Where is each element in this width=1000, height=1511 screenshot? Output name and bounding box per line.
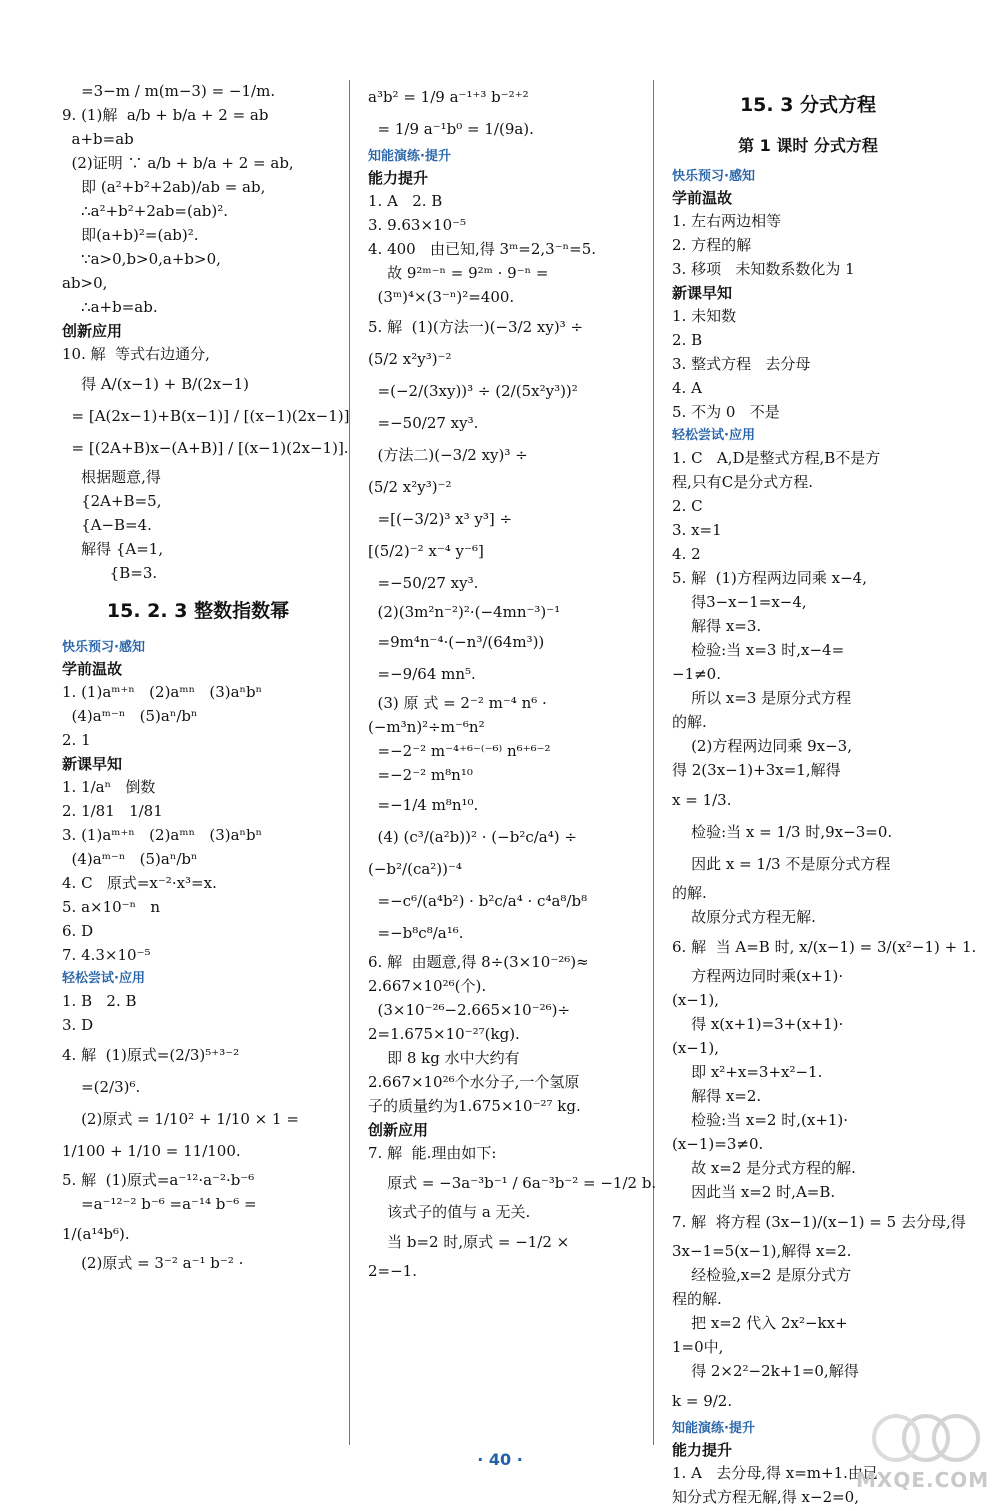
answer-line: 解得 {A=1, <box>62 540 164 558</box>
watermark-text: MXQE.COM <box>856 1468 990 1492</box>
math-line: = [A(2x−1)+B(x−1)] / [(x−1)(2x−1)] <box>62 407 350 425</box>
math-line: =−9/64 mn⁵. <box>368 665 476 683</box>
math-line: 因此 x = 1/3 不是原分式方程 <box>672 855 891 873</box>
math-line: 5. 解 (1)(方法一)(−3/2 xy)³ ÷ <box>368 318 584 336</box>
answer-line: 故 x=2 是分式方程的解. <box>672 1159 856 1177</box>
answer-line: (2)方程两边同乘 9x−3, <box>672 737 852 755</box>
answer-line: (2)证明 ∵ a/b + b/a + 2 = ab, <box>62 154 294 172</box>
answer-line: ab>0, <box>62 274 108 292</box>
math-line: k = 9/2. <box>672 1392 733 1410</box>
math-line: 当 b=2 时,原式 = −1/2 × <box>368 1233 570 1251</box>
answer-line: 检验:当 x=2 时,(x+1)· <box>672 1111 849 1129</box>
answer-line: 9. (1)解 a/b + b/a + 2 = ab <box>62 106 269 124</box>
answer-line: 子的质量约为1.675×10⁻²⁷ kg. <box>368 1097 581 1115</box>
answer-line: 4. 2 <box>672 545 701 563</box>
answer-line: 3. 整式方程 去分母 <box>672 355 811 373</box>
answer-line: (4)aᵐ⁻ⁿ (5)aⁿ/bⁿ <box>62 707 198 725</box>
math-line: (−b²/(ca²))⁻⁴ <box>368 860 462 878</box>
math-line: = [(2A+B)x−(A+B)] / [(x−1)(2x−1)]. <box>62 439 349 457</box>
subsection-heading: 能力提升 <box>368 169 429 187</box>
answer-line: 2=−1. <box>368 1262 417 1280</box>
math-line: =(2/3)⁶. <box>62 1078 141 1096</box>
math-line: (2)原式 = 1/10² + 1/10 × 1 = <box>62 1110 299 1128</box>
answer-line: 7. 4.3×10⁻⁵ <box>62 946 151 964</box>
answer-line: (x−1), <box>672 1039 720 1057</box>
math-line: =(−2/(3xy))³ ÷ (2/(5x²y³))² <box>368 382 578 400</box>
math-line: a³b² = 1/9 a⁻¹⁺³ b⁻²⁺² <box>368 88 529 106</box>
answer-line: 1. (1)aᵐ⁺ⁿ (2)aᵐⁿ (3)aⁿbⁿ <box>62 683 263 701</box>
answer-line: 所以 x=3 是原分式方程 <box>672 689 852 707</box>
subsection-heading: 能力提升 <box>672 1441 733 1459</box>
answer-line: 得 x(x+1)=3+(x+1)· <box>672 1015 844 1033</box>
section-tag: 轻松尝试·应用 <box>62 971 145 986</box>
answer-column-3 <box>672 78 977 1511</box>
answer-line: 根据题意,得 <box>62 468 161 486</box>
answer-line: 2. 1/81 1/81 <box>62 802 163 820</box>
math-line: (方法二)(−3/2 xy)³ ÷ <box>368 446 528 464</box>
answer-line: 10. 解 等式右边通分, <box>62 345 210 363</box>
column-divider-left <box>349 80 350 1445</box>
answer-line: 3x−1=5(x−1),解得 x=2. <box>672 1242 852 1260</box>
answer-line: 因此当 x=2 时,A=B. <box>672 1183 836 1201</box>
answer-line: (−m³n)²÷m⁻⁶n² <box>368 718 485 736</box>
answer-line: =a⁻¹²⁻² b⁻⁶ =a⁻¹⁴ b⁻⁶ = <box>62 1195 257 1213</box>
answer-line: 2.667×10²⁶个水分子,一个氢原 <box>368 1073 580 1091</box>
math-line: =−50/27 xy³. <box>368 574 479 592</box>
section-title: 15. 2. 3 整数指数幂 <box>106 600 290 622</box>
answer-line: (3×10⁻²⁶−2.665×10⁻²⁶)÷ <box>368 1001 571 1019</box>
answer-line: (2)(3m²n⁻²)²·(−4mn⁻³)⁻¹ <box>368 603 561 621</box>
math-line: =−50/27 xy³. <box>368 414 479 432</box>
answer-line: =−2⁻² m⁸n¹⁰ <box>368 766 473 784</box>
answer-line: (x−1)=3≠0. <box>672 1135 764 1153</box>
answer-line: −1≠0. <box>672 665 721 683</box>
answer-line: 3. 移项 未知数系数化为 1 <box>672 260 855 278</box>
answer-line: 2.667×10²⁶(个). <box>368 977 487 995</box>
subsection-heading: 新课早知 <box>62 755 123 773</box>
answer-line: (2)原式 = 3⁻² a⁻¹ b⁻² · <box>62 1254 244 1272</box>
math-line: 得 A/(x−1) + B/(2x−1) <box>62 375 250 393</box>
answer-line: 程的解. <box>672 1290 722 1308</box>
math-line: 1/100 + 1/10 = 11/100. <box>62 1142 241 1160</box>
math-line: =−c⁶/(a⁴b²) · b²c/a⁴ · c⁴a⁸/b⁸ <box>368 892 588 910</box>
math-line: [(5/2)⁻² x⁻⁴ y⁻⁶] <box>368 542 484 560</box>
answer-line: 解得 x=2. <box>672 1087 762 1105</box>
answer-line: 知分式方程无解,得 x−2=0, <box>672 1488 859 1506</box>
answer-line: 解得 x=3. <box>672 617 762 635</box>
answer-line: 的解. <box>672 713 707 731</box>
column-divider-right <box>653 80 654 1445</box>
math-line: 4. 解 (1)原式=(2/3)⁵⁺³⁻² <box>62 1046 240 1064</box>
answer-line: 程,只有C是分式方程. <box>672 473 814 491</box>
section-title: 15. 3 分式方程 <box>739 94 877 116</box>
answer-line: 5. 解 (1)原式=a⁻¹²·a⁻²·b⁻⁶ <box>62 1171 255 1189</box>
answer-line: =3−m / m(m−3) = −1/m. <box>62 82 276 100</box>
answer-line: (3) 原 式 = 2⁻² m⁻⁴ n⁶ · <box>368 694 547 712</box>
answer-line: 该式子的值与 a 无关. <box>368 1203 531 1221</box>
answer-line: 1. 1/aⁿ 倒数 <box>62 778 156 796</box>
answer-line: 得 2(3x−1)+3x=1,解得 <box>672 761 841 779</box>
answer-column-1 <box>62 78 350 1277</box>
math-line: x = 1/3. <box>672 791 732 809</box>
section-tag: 轻松尝试·应用 <box>672 428 755 443</box>
answer-line: {A−B=4. <box>62 516 152 534</box>
answer-line: 检验:当 x=3 时,x−4= <box>672 641 845 659</box>
math-line: 原式 = −3a⁻³b⁻¹ / 6a⁻³b⁻² = −1/2 b. <box>368 1174 657 1192</box>
answer-line: 3. D <box>62 1016 94 1034</box>
answer-line: {B=3. <box>62 564 158 582</box>
math-line: 1/(a¹⁴b⁶). <box>62 1225 130 1243</box>
answer-line: 得3−x−1=x−4, <box>672 593 807 611</box>
math-line: (5/2 x²y³)⁻² <box>368 350 452 368</box>
section-tag: 知能演练·提升 <box>672 1421 755 1436</box>
answer-line: (x−1), <box>672 991 720 1009</box>
section-tag: 快乐预习·感知 <box>62 640 145 655</box>
math-line: (4) (c³/(a²b))² · (−b²c/a⁴) ÷ <box>368 828 577 846</box>
answer-line: 3. x=1 <box>672 521 722 539</box>
answer-line: 4. A <box>672 379 702 397</box>
answer-line: 2. 方程的解 <box>672 236 752 254</box>
subsection-heading: 创新应用 <box>62 322 123 340</box>
answer-line: 1. B 2. B <box>62 992 137 1010</box>
subsection-heading: 新课早知 <box>672 284 733 302</box>
answer-column-2 <box>368 78 657 1285</box>
answer-line: 4. 400 由已知,得 3ᵐ=2,3⁻ⁿ=5. <box>368 240 597 258</box>
math-line: =[(−3/2)³ x³ y³] ÷ <box>368 510 513 528</box>
answer-line: 2=1.675×10⁻²⁷(kg). <box>368 1025 520 1043</box>
answer-line: 1. A 2. B <box>368 192 443 210</box>
answer-line: 7. 解 能.理由如下: <box>368 1144 497 1162</box>
answer-line: 把 x=2 代入 2x²−kx+ <box>672 1314 848 1332</box>
answer-line: 3. (1)aᵐ⁺ⁿ (2)aᵐⁿ (3)aⁿbⁿ <box>62 826 263 844</box>
subsection-heading: 学前温故 <box>62 660 123 678</box>
subsection-heading: 创新应用 <box>368 1121 429 1139</box>
answer-line: ∵a>0,b>0,a+b>0, <box>62 250 221 268</box>
answer-line: 即 (a²+b²+2ab)/ab = ab, <box>62 178 266 196</box>
lesson-title: 第 1 课时 分式方程 <box>738 136 878 155</box>
answer-line: 2. 1 <box>62 731 91 749</box>
math-line: = 1/9 a⁻¹b⁰ = 1/(9a). <box>368 120 534 138</box>
answer-line: 6. 解 由题意,得 8÷(3×10⁻²⁶)≈ <box>368 953 589 971</box>
answer-line: 2. C <box>672 497 703 515</box>
math-line: (5/2 x²y³)⁻² <box>368 478 452 496</box>
answer-line: ∴a²+b²+2ab=(ab)². <box>62 202 229 220</box>
answer-line: 即 8 kg 水中大约有 <box>368 1049 520 1067</box>
math-line: 检验:当 x = 1/3 时,9x−3=0. <box>672 823 893 841</box>
answer-line: 5. 解 (1)方程两边同乘 x−4, <box>672 569 867 587</box>
answer-line: (3ᵐ)⁴×(3⁻ⁿ)²=400. <box>368 288 515 306</box>
answer-line: 2. B <box>672 331 703 349</box>
answer-line: 3. 9.63×10⁻⁵ <box>368 216 467 234</box>
answer-line: 1. C A,D是整式方程,B不是方 <box>672 449 881 467</box>
answer-line: =−2⁻² m⁻⁴⁺⁶⁻⁽⁻⁶⁾ n⁶⁺⁶⁻² <box>368 742 551 760</box>
math-line: =9m⁴n⁻⁴·(−n³/(64m³)) <box>368 633 545 651</box>
answer-line: {2A+B=5, <box>62 492 162 510</box>
answer-line: 6. D <box>62 922 94 940</box>
answer-line: 1. 未知数 <box>672 307 737 325</box>
answer-line: a+b=ab <box>62 130 134 148</box>
math-line: =−b⁸c⁸/a¹⁶. <box>368 924 464 942</box>
answer-line: ∴a+b=ab. <box>62 298 158 316</box>
math-line: =−1/4 m⁸n¹⁰. <box>368 796 479 814</box>
answer-line: 1=0中, <box>672 1338 724 1356</box>
section-tag: 快乐预习·感知 <box>672 169 755 184</box>
math-line: 7. 解 将方程 (3x−1)/(x−1) = 5 去分母,得 <box>672 1213 966 1231</box>
answer-line: 即 x²+x=3+x²−1. <box>672 1063 823 1081</box>
subsection-heading: 学前温故 <box>672 189 733 207</box>
section-tag: 知能演练·提升 <box>368 149 451 164</box>
answer-line: 4. C 原式=x⁻²·x³=x. <box>62 874 217 892</box>
answer-line: 方程两边同时乘(x+1)· <box>672 967 844 985</box>
math-line: 6. 解 当 A=B 时, x/(x−1) = 3/(x²−1) + 1. <box>672 938 977 956</box>
answer-line: 得 2×2²−2k+1=0,解得 <box>672 1362 859 1380</box>
answer-line: 5. 不为 0 不是 <box>672 403 780 421</box>
answer-line: 5. a×10⁻ⁿ n <box>62 898 161 916</box>
answer-line: 即(a+b)²=(ab)². <box>62 226 199 244</box>
page-number: · 40 · <box>477 1450 523 1469</box>
answer-line: 1. A 去分母,得 x=m+1.由已 <box>672 1464 878 1482</box>
answer-line: (4)aᵐ⁻ⁿ (5)aⁿ/bⁿ <box>62 850 198 868</box>
answer-line: 1. 左右两边相等 <box>672 212 782 230</box>
answer-line: 的解. <box>672 884 707 902</box>
answer-line: 故原分式方程无解. <box>672 908 816 926</box>
answer-line: 经检验,x=2 是原分式方 <box>672 1266 852 1284</box>
answer-line: 故 9²ᵐ⁻ⁿ = 9²ᵐ · 9⁻ⁿ = <box>368 264 549 282</box>
